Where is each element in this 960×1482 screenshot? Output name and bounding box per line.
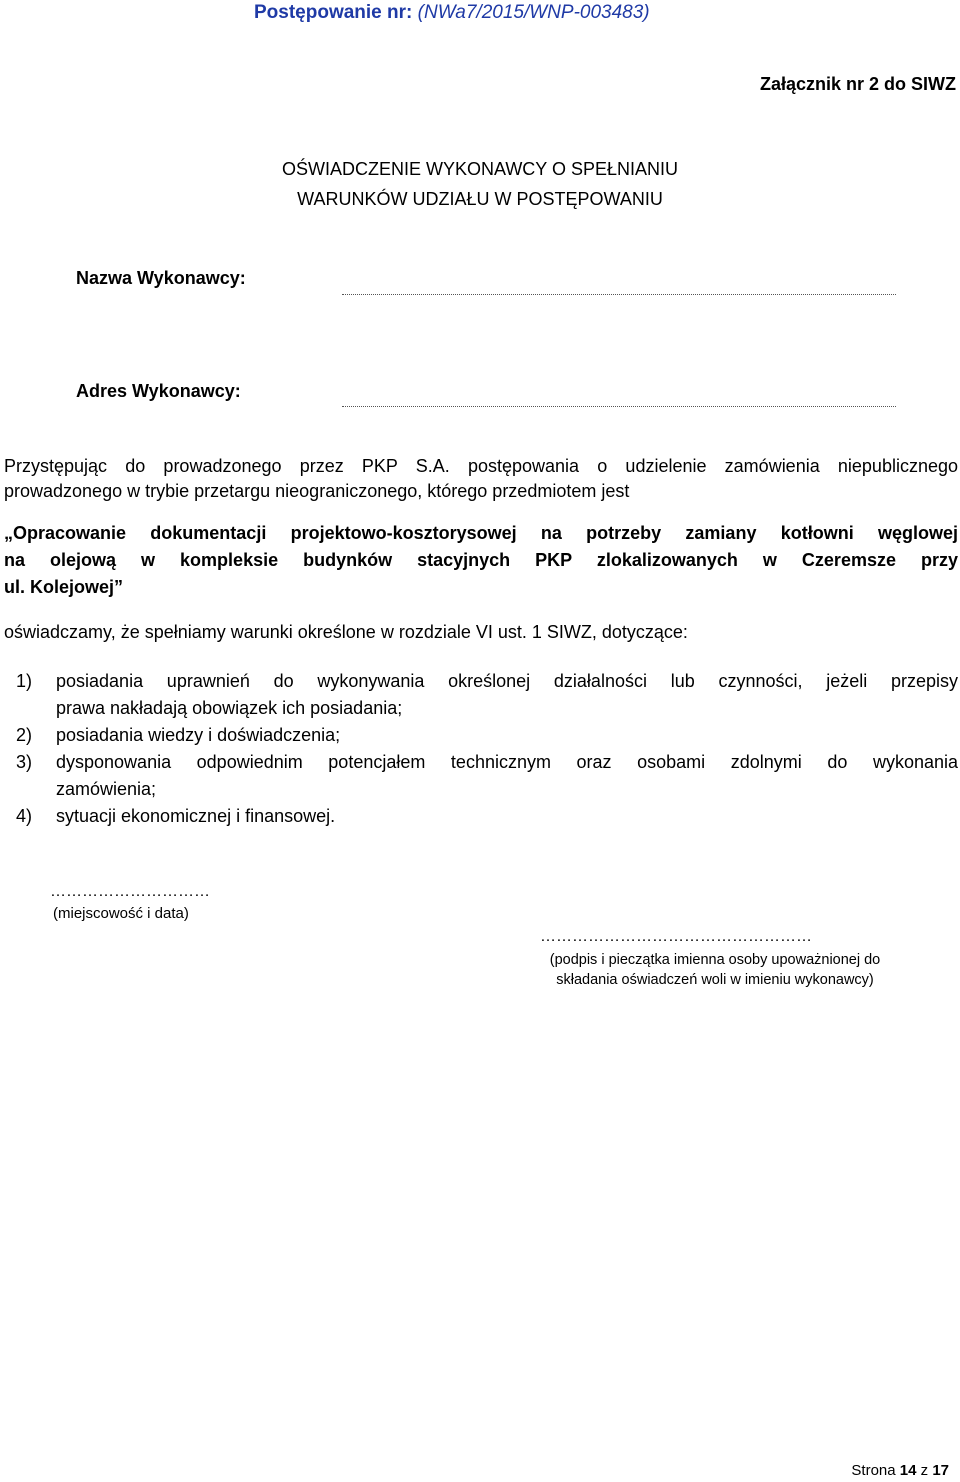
list-item-number: 3) bbox=[16, 752, 33, 772]
list-item bbox=[4, 749, 958, 803]
intro-paragraph bbox=[4, 454, 958, 504]
document-title-line-2: WARUNKÓW UDZIAŁU W POSTĘPOWANIU bbox=[297, 189, 663, 209]
place-date-dots: ………………………… bbox=[50, 883, 210, 900]
contract-subject bbox=[4, 520, 958, 601]
page-prefix: Strona bbox=[851, 1462, 896, 1479]
intro-line-2: prowadzonego w trybie przetargu nieograniczonego, którego przedmiotem jest bbox=[4, 481, 630, 501]
place-date-label: (miejscowość i data) bbox=[53, 905, 189, 922]
list-item-text-continued: zamówienia; bbox=[56, 779, 157, 799]
contractor-address-label: Adres Wykonawcy: bbox=[76, 381, 241, 401]
page-middle: z bbox=[920, 1462, 929, 1479]
list-item-text: posiadania uprawnień do wykonywania określonej działalności lub czynności, jeżeli przepisy bbox=[56, 671, 958, 691]
annex-label: Załącznik nr 2 do SIWZ bbox=[759, 74, 956, 94]
list-item-number: 4) bbox=[16, 806, 33, 826]
total-pages: 17 bbox=[932, 1462, 949, 1479]
signature-label-line-1: (podpis i pieczątka imienna osoby upoważnionej do bbox=[549, 952, 881, 968]
proceeding-label: Postępowanie nr: bbox=[254, 2, 413, 23]
proceeding-number: (NWa7/2015/WNP-003483) bbox=[417, 2, 650, 23]
conditions-list bbox=[4, 668, 958, 830]
current-page: 14 bbox=[899, 1462, 917, 1479]
subject-line-1: „Opracowanie dokumentacji projektowo-kosztorysowej na potrzeby zamiany kotłowni węglowej bbox=[4, 523, 958, 543]
list-item bbox=[4, 803, 958, 830]
intro-line-1: Przystępując do prowadzonego przez PKP S.A. postępowania o udzielenie zamówienia niepublicznego bbox=[4, 456, 958, 476]
contractor-address-field[interactable] bbox=[342, 406, 896, 407]
contractor-name-field[interactable] bbox=[342, 294, 896, 295]
list-item bbox=[4, 668, 958, 722]
signature-label bbox=[530, 950, 900, 990]
subject-line-3: ul. Kolejowej” bbox=[4, 577, 124, 597]
document-title-line-1: OŚWIADCZENIE WYKONAWCY O SPEŁNIANIU bbox=[281, 159, 679, 179]
contractor-name-label: Nazwa Wykonawcy: bbox=[76, 268, 246, 288]
list-item-text-continued: prawa nakładają obowiązek ich posiadania; bbox=[56, 698, 403, 718]
list-item-number: 2) bbox=[16, 725, 33, 745]
list-item bbox=[4, 722, 958, 749]
proceeding-number-header bbox=[254, 2, 650, 24]
signature-label-line-2: składania oświadczeń woli w imieniu wykonawcy) bbox=[556, 972, 874, 988]
subject-line-2: na olejową w kompleksie budynków stacyjnych PKP zlokalizowanych w Czeremsze przy bbox=[4, 550, 958, 570]
page-number bbox=[851, 1462, 949, 1479]
list-item-text: posiadania wiedzy i doświadczenia; bbox=[56, 725, 341, 745]
signature-dots: …………………………………………… bbox=[540, 928, 812, 945]
list-item-text: sytuacji ekonomicznej i finansowej. bbox=[56, 806, 336, 826]
list-item-text: dysponowania odpowiednim potencjałem technicznym oraz osobami zdolnymi do wykonania bbox=[56, 752, 958, 772]
declaration-text: oświadczamy, że spełniamy warunki określone w rozdziale VI ust. 1 SIWZ, dotyczące: bbox=[4, 622, 688, 642]
list-item-number: 1) bbox=[16, 671, 33, 691]
